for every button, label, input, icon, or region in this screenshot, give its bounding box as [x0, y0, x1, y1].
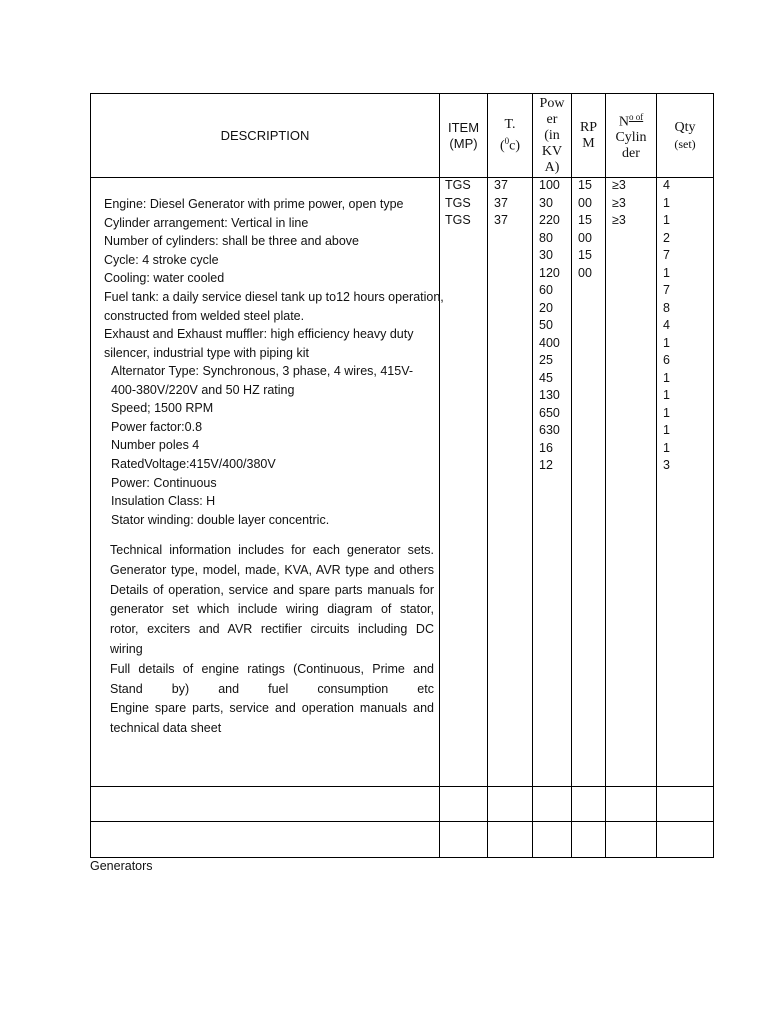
header-qty-line: (set) [674, 136, 696, 151]
description-line: Exhaust and Exhaust muffler: high efficiency heavy duty [104, 327, 414, 342]
rpm-value: 00 [578, 195, 592, 210]
qty-value: 8 [663, 300, 670, 315]
header-cylinders-line: Cylin [615, 130, 647, 146]
column-divider [656, 93, 657, 858]
technical-line: Generator type, model, made, KVA, AVR type and others [110, 562, 434, 577]
power-value: 12 [539, 458, 553, 472]
technical-line: Technical information includes for each generator sets. [110, 543, 434, 557]
technical-line: Engine spare parts, service and operation manuals and [110, 701, 434, 716]
temp-value: 37 [494, 178, 508, 192]
qty-value: 1 [663, 370, 670, 385]
power-value: 120 [539, 265, 560, 280]
description-line: Alternator Type: Synchronous, 3 phase, 4 wires, 415V- [111, 364, 414, 378]
technical-information [110, 541, 434, 739]
description-line: Stator winding: double layer concentric. [111, 512, 330, 527]
description-line: silencer, industrial type with piping kit [104, 345, 309, 360]
column-divider [605, 93, 606, 858]
qty-value: 4 [663, 318, 670, 332]
qty-value: 1 [663, 335, 670, 350]
rpm-value: 15 [578, 213, 592, 227]
description-line: constructed from welded steel plate. [104, 308, 305, 323]
header-power-line: Pow [539, 95, 565, 111]
cylinder-column [612, 177, 626, 230]
power-value: 25 [539, 353, 553, 367]
qty-value: 1 [663, 265, 670, 280]
header-power-line: (in [544, 127, 560, 143]
description-line: Speed; 1500 RPM [111, 401, 214, 416]
rpm-value: 00 [578, 265, 592, 280]
power-value: 50 [539, 318, 553, 332]
cylinder-value: ≥3 [612, 195, 626, 210]
engine-description [104, 195, 444, 362]
description-line: Power: Continuous [111, 475, 217, 490]
header-item [440, 94, 487, 177]
temp-value: 37 [494, 195, 508, 210]
qty-value: 1 [663, 423, 670, 437]
header-cylinders [606, 94, 656, 177]
description-line: Cycle: 4 stroke cycle [104, 252, 219, 267]
header-temp-unit: ($^0$c) [499, 135, 521, 154]
rpm-value: 15 [578, 178, 592, 192]
header-quantity [657, 94, 713, 177]
rpm-column [578, 177, 592, 282]
power-value: 400 [539, 335, 560, 350]
header-power-line: er [546, 111, 558, 127]
power-value: 220 [539, 213, 560, 227]
qty-value: 1 [663, 405, 670, 420]
header-temp-line: T. [504, 116, 516, 132]
qty-value: 7 [663, 283, 670, 297]
header-power-line: KV [541, 143, 563, 159]
qty-value: 4 [663, 178, 670, 192]
table-border-right [713, 93, 714, 858]
header-rpm-line: M [582, 135, 595, 151]
cylinder-value: ≥3 [612, 213, 626, 227]
alternator-description [111, 362, 413, 529]
qty-value: 6 [663, 353, 670, 367]
qty-value: 7 [663, 248, 670, 262]
power-value: 30 [539, 248, 553, 262]
column-divider [487, 93, 488, 858]
technical-line: technical data sheet [110, 721, 222, 736]
qty-value: 3 [663, 458, 670, 472]
technical-line: Full details of engine ratings (Continuous, Prime and [110, 661, 434, 676]
power-value: 650 [539, 405, 560, 420]
technical-line: Stand by) and fuel consumption etc [110, 681, 434, 696]
technical-line: generator set which include wiring diagram of stator, [110, 602, 434, 617]
power-column [539, 177, 560, 475]
power-value: 100 [539, 178, 560, 192]
item-column [445, 177, 471, 230]
power-value: 130 [539, 388, 560, 402]
description-line: Insulation Class: H [111, 494, 216, 509]
header-rpm [572, 94, 605, 177]
cylinder-value: ≥3 [612, 178, 626, 192]
power-value: 45 [539, 370, 553, 385]
description-line: Number poles 4 [111, 438, 200, 453]
power-value: 630 [539, 423, 560, 437]
power-value: 30 [539, 195, 553, 210]
header-description-label: DESCRIPTION [220, 127, 310, 143]
row-divider [90, 821, 714, 822]
header-power [533, 94, 571, 177]
header-item-line: ITEM [447, 119, 480, 135]
technical-line: wiring [110, 641, 143, 656]
header-temperature [488, 94, 532, 177]
item-value: TGS [445, 178, 471, 192]
description-line: Cooling: water cooled [104, 271, 225, 286]
technical-line: rotor, exciters and AVR rectifier circuits including DC [110, 622, 434, 637]
quantity-column [663, 177, 670, 475]
table-border-bottom [90, 857, 714, 858]
description-line: Fuel tank: a daily service diesel tank up to12 hours operation, [104, 289, 444, 304]
column-divider [571, 93, 572, 858]
rpm-value: 00 [578, 230, 592, 245]
column-divider [532, 93, 533, 858]
description-line: 400-380V/220V and 50 HZ rating [111, 382, 295, 397]
table-border-left [90, 93, 91, 858]
description-line: Cylinder arrangement: Vertical in line [104, 215, 309, 230]
qty-value: 1 [663, 388, 670, 402]
power-value: 80 [539, 230, 553, 245]
description-line: RatedVoltage:415V/400/380V [111, 456, 276, 471]
temperature-column [494, 177, 508, 230]
description-line: Power factor:0.8 [111, 419, 203, 434]
qty-value: 1 [663, 195, 670, 210]
header-power-line: A) [544, 159, 560, 175]
technical-line: Details of operation, service and spare parts manuals for [110, 582, 434, 597]
power-value: 60 [539, 283, 553, 297]
qty-value: 1 [663, 440, 670, 455]
item-value: TGS [445, 213, 471, 227]
rpm-value: 15 [578, 248, 592, 262]
item-value: TGS [445, 195, 471, 210]
row-divider [90, 786, 714, 787]
temp-value: 37 [494, 213, 508, 227]
power-value: 16 [539, 440, 553, 455]
header-cylinders-line: der [622, 146, 640, 162]
header-description [91, 94, 439, 177]
header-item-line: (MP) [449, 135, 478, 151]
qty-value: 1 [663, 213, 670, 227]
qty-value: 2 [663, 230, 670, 245]
header-rpm-line: RP [579, 119, 598, 135]
header-cylinders-number: $N^{o of}$ [618, 111, 644, 130]
header-qty-line: Qty [674, 119, 696, 135]
table-caption: Generators [90, 859, 153, 873]
description-line: Engine: Diesel Generator with prime power, open type [104, 197, 404, 211]
description-line: Number of cylinders: shall be three and above [104, 234, 360, 249]
power-value: 20 [539, 300, 553, 315]
